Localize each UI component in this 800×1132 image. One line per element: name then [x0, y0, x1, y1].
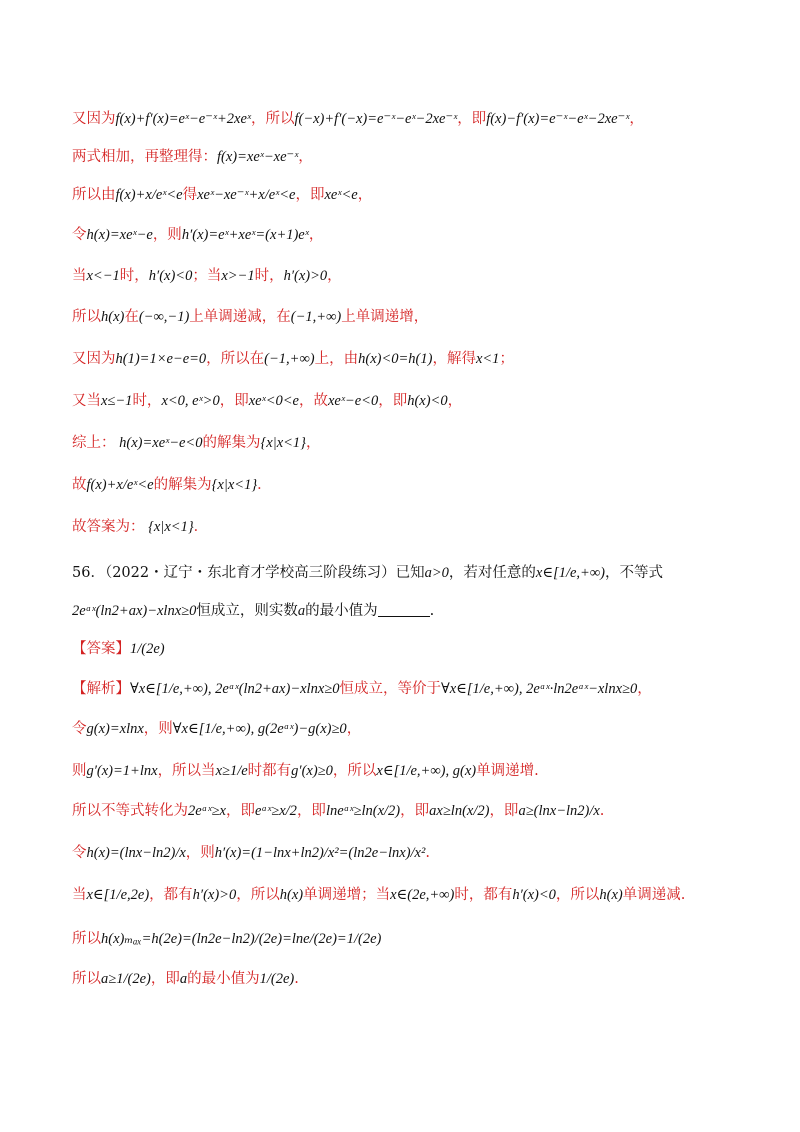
text-run: 恒成立，则实数 — [196, 603, 298, 619]
text-run: ， — [308, 227, 324, 243]
question-56-stem — [72, 562, 663, 584]
text-run: ，所以在 — [206, 351, 265, 367]
text-run: . — [429, 603, 435, 619]
text-run: ，即 — [457, 111, 487, 127]
solution-line — [72, 928, 381, 950]
text-run: ，所以 — [236, 887, 280, 903]
math-expression: h′(x)<0 — [512, 887, 556, 903]
math-expression: f(x)=xeˣ−xe⁻ˣ — [217, 149, 299, 165]
text-run: 单调递增. — [476, 763, 539, 779]
math-expression: f(x)−f′(x)=e⁻ˣ−eˣ−2xe⁻ˣ — [486, 111, 630, 127]
math-expression: x<−1 — [86, 268, 120, 284]
text-run: ， — [447, 393, 463, 409]
text-run: 时，都有 — [454, 887, 513, 903]
text-run: 则 — [72, 763, 87, 779]
text-run: 恒成立，等价于 — [339, 681, 441, 697]
text-run: . — [599, 803, 605, 819]
math-expression: h(x)=xeˣ−e<0 — [115, 435, 203, 451]
math-expression: x<0, eˣ>0 — [161, 393, 220, 409]
text-run: ，即 — [378, 393, 408, 409]
math-expression: h(x)ₘₐₓ=h(2e)=(ln2e−ln2)/(2e)=lne/(2e)=1/(2e) — [101, 931, 382, 947]
question-56-stem-continued — [72, 600, 434, 622]
math-expression: ∀x∈[1/e,+∞), 2eᵃˣ(ln2+ax)−xlnx≥0 — [130, 681, 340, 697]
text-run: ， — [298, 149, 313, 165]
math-expression: (−1,+∞) — [290, 309, 342, 325]
text-run: ，解得 — [432, 351, 476, 367]
solution-line — [72, 474, 272, 496]
text-run: 所以 — [72, 309, 101, 325]
math-expression: f(x)+f′(x)=eˣ−e⁻ˣ+2xeˣ — [115, 111, 251, 127]
text-run: 令 — [72, 227, 87, 243]
math-expression: 2eᵃˣ≥x — [188, 803, 226, 819]
solution-line — [72, 842, 430, 864]
math-expression: x∈[1/e,+∞), g(x) — [376, 763, 477, 779]
text-run: ，所以 — [555, 887, 600, 903]
solution-line — [72, 224, 323, 246]
solution-line — [72, 884, 685, 906]
conclusion-line — [72, 968, 299, 990]
text-run: 56．（2022・辽宁・东北育才学校高三阶段练习）已知 — [72, 565, 425, 581]
text-run: ，则 — [152, 227, 182, 243]
text-run: 上，由 — [314, 351, 359, 367]
text-run: 时， — [132, 393, 162, 409]
text-run: ，故 — [298, 393, 328, 409]
math-expression: a — [297, 603, 306, 619]
math-expression: g′(x)=1+lnx — [86, 763, 158, 779]
text-run: 时都有 — [247, 763, 292, 779]
math-expression: 2eᵃˣ(ln2+ax)−xlnx≥0 — [72, 603, 197, 619]
solution-line — [72, 265, 342, 287]
math-expression: 1/(2e) — [130, 641, 165, 657]
math-expression: g(x)=xlnx — [86, 721, 144, 737]
math-expression: x<1 — [475, 351, 500, 367]
math-expression: a>0 — [424, 565, 449, 581]
solution-line — [72, 108, 644, 130]
math-expression: xeˣ<e — [324, 187, 358, 203]
text-run: ； — [499, 351, 514, 367]
solution-line — [72, 390, 462, 412]
solution-line — [72, 516, 208, 538]
math-expression: x≤−1 — [101, 393, 133, 409]
answer-line — [72, 638, 165, 660]
math-expression: h(x) — [599, 887, 623, 903]
text-run: 所以由 — [72, 187, 116, 203]
text-run: ，即 — [219, 393, 249, 409]
text-run: ． — [193, 519, 209, 535]
solution-line — [72, 184, 372, 206]
text-run: ，所以 — [332, 763, 377, 779]
math-expression: x∈[1/e,+∞) — [535, 565, 606, 581]
solution-line — [72, 432, 320, 454]
text-run: 故答案为： — [72, 519, 145, 535]
text-run: ，即 — [489, 803, 519, 819]
text-run: 所以 — [72, 931, 101, 947]
text-run: 又当 — [72, 393, 101, 409]
text-run: 上单调递增， — [341, 309, 429, 325]
math-expression: f(−x)+f′(−x)=e⁻ˣ−eˣ−2xe⁻ˣ — [294, 111, 458, 127]
math-expression: xeˣ−xe⁻ˣ+x/eˣ<e — [197, 187, 296, 203]
text-run: ，都有 — [149, 887, 193, 903]
answer-blank — [378, 602, 430, 617]
math-expression: h′(x)<0 — [148, 268, 193, 284]
solution-line — [72, 800, 604, 822]
text-run: 【解析】 — [72, 681, 130, 697]
text-run: ；当 — [192, 268, 222, 284]
text-run: 所以不等式转化为 — [72, 803, 188, 819]
text-run: 【答案】 — [72, 641, 130, 657]
text-run: ，则 — [143, 721, 173, 737]
text-run: ，即 — [150, 971, 180, 987]
solution-line — [72, 306, 428, 328]
math-expression: xeˣ<0<e — [248, 393, 299, 409]
math-expression: 1/(2e) — [259, 971, 295, 987]
text-run: ． — [257, 477, 272, 493]
math-expression: a≥(lnx−ln2)/x — [518, 803, 600, 819]
text-run: 综上： — [72, 435, 116, 451]
math-expression: ∀x∈[1/e,+∞), g(2eᵃˣ)−g(x)≥0 — [172, 721, 347, 737]
text-run: ， — [346, 721, 362, 737]
math-expression: f(x)+x/eˣ<e — [115, 187, 183, 203]
math-expression: x∈(2e,+∞) — [390, 887, 455, 903]
math-expression: h′(x)>0 — [192, 887, 237, 903]
math-expression: x≥1/e — [215, 763, 248, 779]
text-run: ，所以当 — [157, 763, 216, 779]
text-run: ，不等式 — [605, 565, 664, 581]
text-run: ，若对任意的 — [448, 565, 536, 581]
math-expression: h(x)<0 — [407, 393, 448, 409]
math-expression: h′(x)=eˣ+xeˣ=(x+1)eˣ — [181, 227, 309, 243]
solution-line — [72, 348, 514, 370]
text-run: 上单调递减，在 — [189, 309, 291, 325]
math-expression: h′(x)=(1−lnx+ln2)/x²=(ln2e−lnx)/x² — [214, 845, 426, 861]
math-expression: eᵃˣ≥x/2 — [254, 803, 297, 819]
math-expression: {x|x<1} — [260, 435, 306, 451]
math-expression: lneᵃˣ≥ln(x/2) — [325, 803, 401, 819]
text-run: 在 — [124, 309, 139, 325]
text-run: 时， — [119, 268, 149, 284]
text-run: 单调递增；当 — [303, 887, 391, 903]
math-expression: x∈[1/e,2e) — [86, 887, 150, 903]
text-run: 时， — [254, 268, 284, 284]
text-run: ， — [327, 268, 342, 284]
math-expression: {x|x<1} — [144, 519, 194, 535]
text-run: ， — [357, 187, 373, 203]
math-expression: a — [179, 971, 188, 987]
text-run: ， — [637, 681, 652, 697]
math-expression: ax≥ln(x/2) — [429, 803, 490, 819]
solution-line — [72, 146, 313, 168]
text-run: 的解集为 — [153, 477, 212, 493]
math-expression: (−∞,−1) — [138, 309, 190, 325]
math-expression: a≥1/(2e) — [101, 971, 151, 987]
text-run: . — [294, 971, 299, 987]
math-expression: x>−1 — [221, 268, 255, 284]
math-expression: (−1,+∞) — [264, 351, 315, 367]
math-expression: xeˣ−e<0 — [327, 393, 379, 409]
text-run: 两式相加，再整理得： — [72, 149, 217, 165]
math-expression: f(x)+x/eˣ<e — [86, 477, 154, 493]
text-run: 得 — [182, 187, 198, 203]
math-expression: h′(x)>0 — [283, 268, 328, 284]
text-run: ，即 — [400, 803, 430, 819]
text-run: ，所以 — [250, 111, 295, 127]
text-run: 当 — [72, 887, 87, 903]
math-expression: h(x)=(lnx−ln2)/x — [86, 845, 186, 861]
text-run: 的解集为 — [202, 435, 261, 451]
text-run: ， — [305, 435, 321, 451]
text-run: 故 — [72, 477, 87, 493]
text-run: ，则 — [185, 845, 215, 861]
math-expression: h(x)=xeˣ−e — [86, 227, 153, 243]
text-run: 所以 — [72, 971, 101, 987]
text-run: 又因为 — [72, 111, 116, 127]
analysis-line — [72, 678, 652, 700]
text-run: ，即 — [295, 187, 325, 203]
text-run: 的最小值为 — [305, 603, 378, 619]
text-run: 令 — [72, 845, 87, 861]
text-run: ， — [629, 111, 644, 127]
math-expression: g′(x)≥0 — [291, 763, 333, 779]
text-run: ，即 — [225, 803, 255, 819]
math-expression: {x|x<1} — [211, 477, 258, 493]
solution-line — [72, 718, 361, 740]
math-expression: ∀x∈[1/e,+∞), 2eᵃˣ·ln2eᵃˣ−xlnx≥0 — [440, 681, 638, 697]
math-expression: h(x) — [279, 887, 304, 903]
text-run: 令 — [72, 721, 87, 737]
text-run: 单调递减. — [622, 887, 686, 903]
text-run: 又因为 — [72, 351, 116, 367]
math-expression: h(1)=1×e−e=0 — [115, 351, 207, 367]
text-run: 当 — [72, 268, 87, 284]
text-run: . — [425, 845, 430, 861]
math-expression: h(x) — [101, 309, 125, 325]
math-expression: h(x)<0=h(1) — [358, 351, 433, 367]
text-run: 的最小值为 — [187, 971, 260, 987]
text-run: ，即 — [296, 803, 326, 819]
solution-line — [72, 760, 539, 782]
